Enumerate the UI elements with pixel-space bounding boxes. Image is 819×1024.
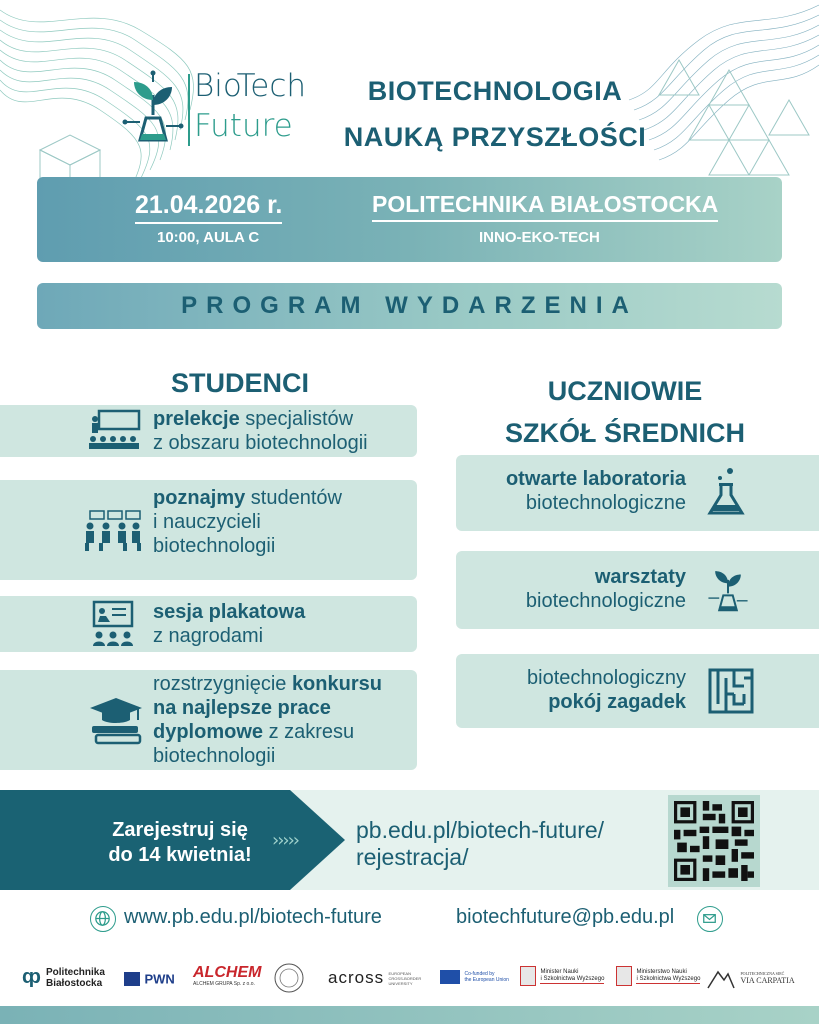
pb-line2: Białostocka xyxy=(46,978,103,989)
pupil-card-labs xyxy=(456,455,819,531)
registration-url-line1: pb.edu.pl/biotech-future/ xyxy=(356,817,605,843)
eagle-icon-2 xyxy=(616,966,632,986)
chevrons-icon: ››››› xyxy=(272,830,298,851)
students-heading: STUDENCI xyxy=(170,368,309,398)
pb-line1: Politechnika xyxy=(46,967,105,978)
pb-symbol-icon: ȹ xyxy=(22,966,42,988)
group-discussion-icon xyxy=(82,510,144,552)
event-venue: POLITECHNIKA BIAŁOSTOCKA xyxy=(372,191,718,222)
event-date: 21.04.2026 r. xyxy=(135,191,282,224)
main-title xyxy=(340,68,650,160)
min2-line2: i Szkolnictwa Wyższego xyxy=(636,975,701,982)
carpatia-line2: VIA CARPATIA xyxy=(740,976,795,985)
biotech-future-logo xyxy=(122,62,337,152)
event-time: 10:00, AULA C xyxy=(157,229,260,246)
pupil-card-workshops xyxy=(456,551,819,629)
pwn-logo xyxy=(124,970,175,988)
contest-bold: konkursu xyxy=(291,673,382,695)
eu-line2: the European Union xyxy=(464,976,509,983)
sponsor-logos xyxy=(0,958,819,998)
workshops-line2: biotechnologiczne xyxy=(525,590,686,612)
alchem-logo xyxy=(193,964,261,987)
plant-flask-icon xyxy=(706,563,750,617)
student-card-lectures xyxy=(0,405,417,457)
minister-logo xyxy=(520,966,604,986)
pupils-heading-line1: UCZNIOWIE xyxy=(547,376,703,406)
escape-text xyxy=(466,666,686,714)
mountain-icon xyxy=(706,964,736,992)
eu-flag-icon xyxy=(440,970,460,984)
meet-line2: i nauczycieli xyxy=(153,511,261,533)
lectures-line2: z obszaru biotechnologii xyxy=(153,432,368,454)
plant-flask-icon xyxy=(122,70,184,150)
website-link[interactable]: www.pb.edu.pl/biotech-future xyxy=(124,906,382,928)
globe-icon xyxy=(90,906,116,932)
contest-line4: biotechnologii xyxy=(153,745,276,767)
event-info-band xyxy=(37,177,782,262)
pupils-heading-line2: SZKÓŁ ŚREDNICH xyxy=(504,418,745,448)
contest-pre: rozstrzygnięcie xyxy=(153,673,292,695)
lecture-icon xyxy=(85,409,143,453)
registration-url-line2: rejestracja/ xyxy=(356,844,469,870)
meet-line3: biotechnologii xyxy=(153,535,276,557)
min1-line2: i Szkolnictwa Wyższego xyxy=(540,975,605,982)
eagle-icon xyxy=(520,966,536,986)
workshops-text xyxy=(466,565,686,613)
meet-text xyxy=(153,486,342,558)
email-link[interactable]: biotechfuture@pb.edu.pl xyxy=(456,906,675,928)
bottom-bar xyxy=(0,1006,819,1024)
eu-line1: Co-funded by xyxy=(464,970,495,977)
presentation-icon xyxy=(90,600,136,648)
event-venue-sub: INNO-EKO-TECH xyxy=(479,229,600,246)
contest-bold2: na najlepsze prace xyxy=(153,697,331,719)
labs-line2: biotechnologiczne xyxy=(525,492,686,514)
pupil-card-escape-room xyxy=(456,654,819,728)
min2-line1: Ministerstwo Nauki xyxy=(636,968,687,975)
student-card-poster xyxy=(0,596,417,652)
escape-bold: pokój zagadek xyxy=(548,691,686,713)
alchem-sub: ALCHEM GRUPA Sp. z o.o. xyxy=(193,981,255,987)
pwn-mark-icon xyxy=(124,972,140,986)
labs-bold: otwarte laboratoria xyxy=(505,468,686,490)
student-card-contest xyxy=(0,670,417,770)
across-logo xyxy=(328,968,423,988)
eu-logo xyxy=(440,968,509,986)
meet-bold: poznajmy xyxy=(153,487,246,509)
flask-icon xyxy=(706,467,746,517)
registration-line1: Zarejestruj się xyxy=(112,819,248,841)
logo-line1: BioTech xyxy=(194,68,307,104)
lectures-rest: specjalistów xyxy=(239,408,354,430)
across-text: across xyxy=(328,968,385,987)
poster-text xyxy=(153,600,305,648)
registration-deadline xyxy=(85,818,275,868)
poster-line2: z nagrodami xyxy=(153,625,264,647)
logo-line2: Future xyxy=(194,108,293,144)
contest-bold3: dyplomowe xyxy=(153,721,264,743)
registration-link[interactable] xyxy=(356,817,604,871)
pwn-text: PWN xyxy=(144,971,175,987)
maze-icon xyxy=(708,668,754,714)
pupils-heading xyxy=(480,370,770,454)
workshops-bold: warsztaty xyxy=(594,566,686,588)
qr-icon xyxy=(674,801,754,881)
graduation-books-icon xyxy=(88,696,144,746)
min1-line1: Minister Nauki xyxy=(540,968,579,975)
via-carpatia-logo xyxy=(706,964,795,992)
logo-divider xyxy=(188,74,190,146)
lectures-bold: prelekcje xyxy=(153,408,240,430)
main-title-line2: NAUKĄ PRZYSZŁOŚCI xyxy=(343,122,647,152)
contest-text xyxy=(153,672,382,768)
across-sub: EUROPEAN CROSS-BORDER UNIVERSITY xyxy=(388,970,422,986)
main-title-line1: BIOTECHNOLOGIA xyxy=(367,76,623,106)
poster-bold: sesja plakatowa xyxy=(153,601,306,623)
labs-text xyxy=(466,467,686,515)
meet-rest: studentów xyxy=(245,487,342,509)
lectures-text xyxy=(153,407,368,455)
escape-line1: biotechnologiczny xyxy=(527,667,686,689)
student-card-meet xyxy=(0,480,417,580)
ministry-logo xyxy=(616,966,700,986)
registration-qr-code[interactable] xyxy=(668,795,760,887)
contest-rest3: z zakresu xyxy=(263,721,355,743)
uni-seal-icon xyxy=(272,962,306,994)
program-heading: PROGRAM WYDARZENIA xyxy=(37,283,782,329)
envelope-icon xyxy=(697,906,723,932)
carpatia-line1: POLITECHNICZNA SIEĆ xyxy=(740,971,785,976)
registration-line2: do 14 kwietnia! xyxy=(108,844,252,866)
alchem-text: ALCHEM xyxy=(193,964,262,981)
